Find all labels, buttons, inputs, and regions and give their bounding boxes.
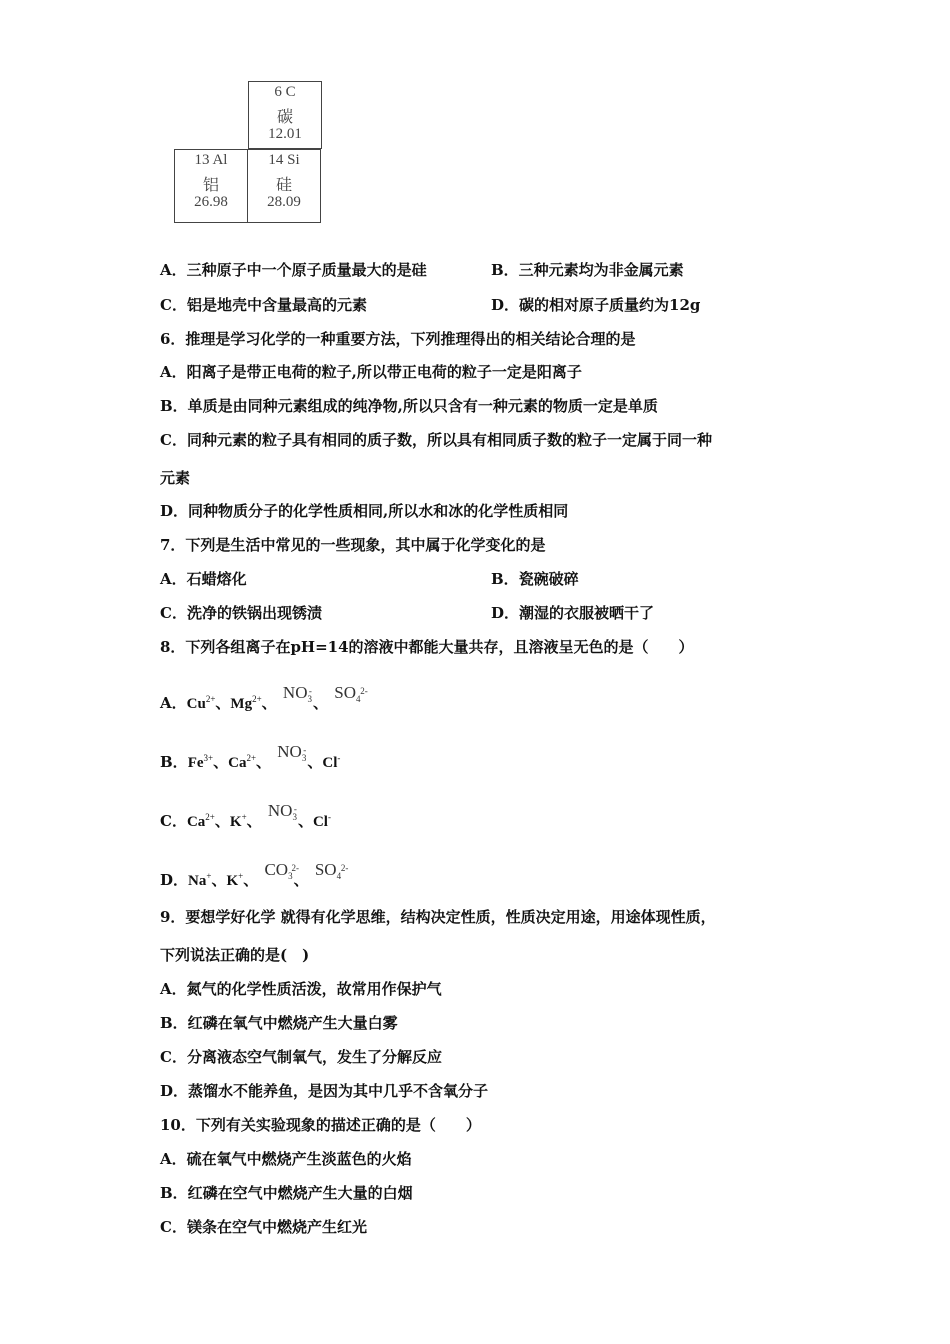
carbon-number-symbol: 6 C [274,84,296,100]
carbonate-formula: $CO_3$ 2- [264,860,299,881]
silicon-mass: 28.09 [267,194,301,210]
q8-option-d: D．Na+、K+、 $CO_3$ 2- 、 $SO_4$ 2- [160,860,349,889]
q6-option-b: B．单质是由同种元素组成的纯净物,所以只含有一种元素的物质一定是单质 [160,397,658,415]
q9-stem-cont: 下列说法正确的是( ) [160,946,310,964]
carbon-mass: 12.01 [268,126,302,142]
q6-option-d: D．同种物质分子的化学性质相同,所以水和冰的化学性质相同 [160,502,569,520]
q5-option-c: C．铝是地壳中含量最高的元素 [160,296,367,314]
aluminum-mass: 26.98 [194,194,228,210]
q6-option-c: C．同种元素的粒子具有相同的质子数，所以具有相同质子数的粒子一定属于同一种 [160,431,712,449]
q8-stem: 8．下列各组离子在pH=14的溶液中都能大量共存，且溶液呈无色的是（ ） [160,638,694,656]
q6-option-c-cont: 元素 [160,469,191,487]
q6-option-a: A．阳离子是带正电荷的粒子,所以带正电荷的粒子一定是阳离子 [160,363,582,381]
element-cell-carbon [248,81,322,149]
q10-option-b: B．红磷在空气中燃烧产生大量的白烟 [160,1184,413,1202]
q5-option-a: A．三种原子中一个原子质量最大的是硅 [160,261,427,279]
q9-stem: 9．要想学好化学 就得有化学思维，结构决定性质，性质决定用途，用途体现性质， [160,908,716,926]
nitrate-formula: $NO_3$ - [267,801,297,822]
q9-option-a: A．氮气的化学性质活泼，故常用作保护气 [160,980,442,998]
nitrate-formula: $NO_3$ - [282,683,312,704]
q9-option-c: C．分离液态空气制氧气，发生了分解反应 [160,1048,442,1066]
q10-option-a: A．硫在氧气中燃烧产生淡蓝色的火焰 [160,1150,412,1168]
q5-option-d: D．碳的相对原子质量约为12g [491,296,701,314]
q10-option-c: C．镁条在空气中燃烧产生红光 [160,1218,367,1236]
q9-option-b: B．红磷在氧气中燃烧产生大量白雾 [160,1014,398,1032]
q5-option-b: B．三种元素均为非金属元素 [491,261,684,279]
q9-option-d: D．蒸馏水不能养鱼，是因为其中几乎不含氧分子 [160,1082,489,1100]
aluminum-number-symbol: 13 Al [194,152,228,168]
silicon-name: 硅 [275,175,292,194]
carbon-name: 碳 [276,107,293,126]
element-cell-silicon [247,149,321,223]
element-cell-aluminum [174,149,248,223]
nitrate-formula: $NO_3$ - [277,742,307,763]
q8-option-c: C．$Ca^{2+}$、K+、 $NO_3$ - 、Cl- [160,801,331,830]
q8-option-a: A．$Cu^{2+}$、$Mg^{2+}$、 $NO_3$ - 、 $SO_4$ 2- [160,683,368,712]
silicon-number-symbol: 14 Si [268,152,300,168]
sulfate-formula: $SO_4$ 2- [314,860,349,881]
sulfate-formula: $SO_4$ 2- [334,683,368,704]
aluminum-name: 铝 [202,175,219,194]
q8-option-b: B．$Fe^{3+}$、$Ca^{2+}$、 $NO_3$ - 、Cl- [160,742,341,771]
q7-option-d: D．潮湿的衣服被晒干了 [491,604,655,622]
q10-stem: 10．下列有关实验现象的描述正确的是（ ） [160,1116,481,1134]
q6-stem: 6．推理是学习化学的一种重要方法，下列推理得出的相关结论合理的是 [160,330,636,348]
q7-stem: 7．下列是生活中常见的一些现象，其中属于化学变化的是 [160,536,546,554]
q7-option-a: A．石蜡熔化 [160,570,247,588]
q7-option-c: C．洗净的铁锅出现锈渍 [160,604,322,622]
q7-option-b: B．瓷碗破碎 [491,570,579,588]
